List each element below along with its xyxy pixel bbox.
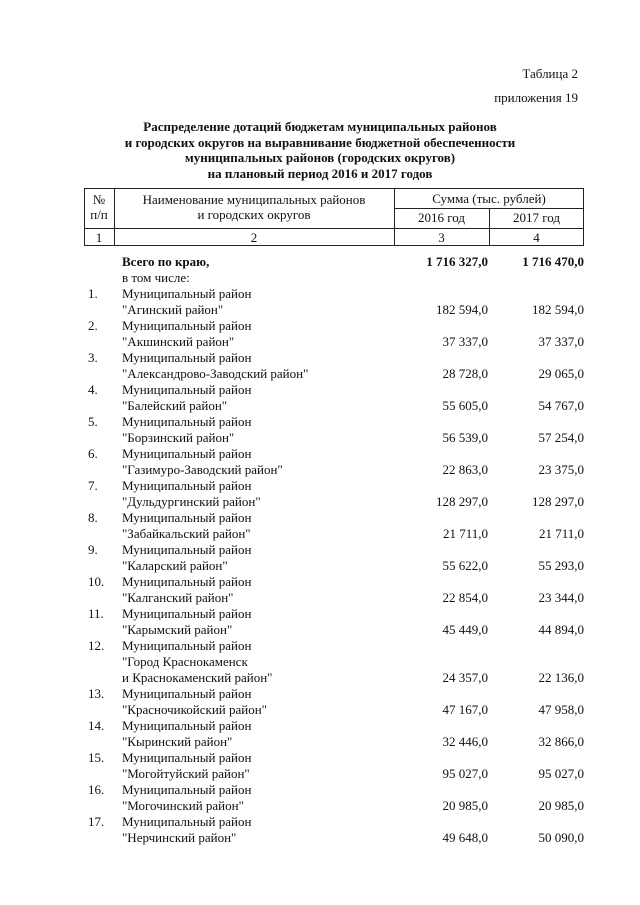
row-number: 16. [88, 782, 105, 797]
district-name-line: Муниципальный район [122, 686, 252, 701]
col-sum-header: Сумма (тыс. рублей) [432, 191, 546, 206]
col-2016-header: 2016 год [418, 210, 465, 225]
district-name-line: "Могойтуйский район" [122, 766, 250, 781]
col-no-line1: № [92, 192, 106, 207]
value-2016: 32 446,0 [442, 734, 488, 749]
district-name-line: Муниципальный район [122, 750, 252, 765]
value-2016: 22 863,0 [442, 462, 488, 477]
district-name-line: Муниципальный район [122, 414, 252, 429]
appendix-label: приложения 19 [494, 90, 578, 105]
value-2017: 95 027,0 [538, 766, 584, 781]
district-name-line: Муниципальный район [122, 350, 252, 365]
row-number: 13. [88, 686, 105, 701]
district-name-line: "Агинский район" [122, 302, 224, 317]
row-number: 14. [88, 718, 105, 733]
row-number: 12. [88, 638, 105, 653]
district-name-line: "Забайкальский район" [122, 526, 251, 541]
district-name [122, 782, 251, 814]
title-line: и городских округов на выравнивание бюджетной обеспеченности [124, 134, 516, 150]
row-number: 7. [88, 478, 98, 493]
district-name [122, 574, 251, 606]
table-row [84, 686, 584, 718]
total-label: Всего по краю, [122, 254, 210, 269]
district-name-line: Муниципальный район [122, 718, 252, 733]
value-2016: 47 167,0 [442, 702, 488, 717]
value-2016: 28 728,0 [442, 366, 488, 381]
table-row [84, 718, 584, 750]
district-name-line: "Александрово-Заводский район" [122, 366, 309, 381]
total-2016: 1 716 327,0 [426, 254, 488, 269]
district-name-line: Муниципальный район [122, 814, 252, 829]
title-line: муниципальных районов (городских округов) [184, 150, 456, 165]
row-number: 9. [88, 542, 98, 557]
value-2016: 182 594,0 [436, 302, 488, 317]
district-name-line: и Краснокаменский район" [122, 670, 273, 685]
district-name [122, 510, 251, 542]
row-number: 15. [88, 750, 105, 765]
value-2017: 54 767,0 [538, 398, 584, 413]
document-title [80, 119, 560, 181]
title-line: на плановый период 2016 и 2017 годов [207, 165, 433, 181]
table-row [84, 574, 584, 606]
including-label: в том числе: [122, 270, 190, 285]
district-name [122, 318, 251, 350]
district-name-line: "Калганский район" [122, 590, 234, 605]
value-2017: 182 594,0 [532, 302, 584, 317]
district-name-line: "Карымский район" [122, 622, 233, 637]
district-name [122, 606, 251, 638]
value-2016: 21 711,0 [442, 526, 488, 541]
col-no-header [84, 192, 114, 222]
table-row [84, 510, 584, 542]
value-2016: 24 357,0 [442, 670, 488, 685]
value-2016: 20 985,0 [442, 798, 488, 813]
value-2017: 50 090,0 [538, 830, 584, 845]
table-row [84, 782, 584, 814]
row-number: 11. [88, 606, 104, 621]
row-number: 8. [88, 510, 98, 525]
row-number: 10. [88, 574, 105, 589]
col-2017-header: 2017 год [513, 210, 560, 225]
district-name [122, 478, 261, 510]
value-2017: 47 958,0 [538, 702, 584, 717]
district-name [122, 750, 251, 782]
table-row [84, 638, 584, 686]
district-name-line: Муниципальный район [122, 382, 252, 397]
district-name-line: "Кыринский район" [122, 734, 233, 749]
district-name-line: Муниципальный район [122, 478, 252, 493]
col-index-4: 4 [533, 230, 540, 245]
row-number: 2. [88, 318, 98, 333]
col-index-1: 1 [95, 230, 103, 245]
value-2017: 32 866,0 [538, 734, 584, 749]
value-2016: 37 337,0 [442, 334, 488, 349]
district-name-line: Муниципальный район [122, 782, 252, 797]
district-name-line: "Город Краснокаменск [122, 654, 248, 669]
district-name-line: Муниципальный район [122, 286, 252, 301]
col-name-line2: и городских округов [197, 207, 311, 222]
value-2017: 128 297,0 [532, 494, 584, 509]
row-number: 3. [88, 350, 98, 365]
table-row [84, 478, 584, 510]
district-name-line: Муниципальный район [122, 638, 252, 653]
table-header [84, 188, 584, 246]
table-row [84, 350, 584, 382]
value-2017: 44 894,0 [538, 622, 584, 637]
header-rule-top [84, 188, 584, 189]
value-2017: 21 711,0 [538, 526, 584, 541]
table-body [84, 254, 584, 846]
value-2017: 29 065,0 [538, 366, 584, 381]
district-name-line: Муниципальный район [122, 574, 252, 589]
value-2017: 37 337,0 [538, 334, 584, 349]
value-2016: 95 027,0 [442, 766, 488, 781]
table-row [84, 318, 584, 350]
district-name [122, 718, 251, 750]
col-index-2: 2 [250, 230, 258, 245]
district-name-line: "Нерчинский район" [122, 830, 237, 845]
col-name-header [114, 192, 394, 222]
table-row [84, 542, 584, 574]
value-2016: 128 297,0 [436, 494, 488, 509]
col-no-line2: п/п [90, 207, 108, 222]
table-row [84, 286, 584, 318]
district-name-line: "Красночикойский район" [122, 702, 267, 717]
value-2016: 55 605,0 [442, 398, 488, 413]
total-2017: 1 716 470,0 [522, 254, 584, 269]
total-row [84, 254, 584, 270]
header-rule-middle [84, 228, 584, 229]
value-2016: 45 449,0 [442, 622, 488, 637]
value-2017: 23 375,0 [538, 462, 584, 477]
row-number: 4. [88, 382, 98, 397]
row-number: 1. [88, 286, 98, 301]
district-name-line: "Балейский район" [122, 398, 228, 413]
district-name [122, 446, 283, 478]
row-number: 17. [88, 814, 105, 829]
table-row [84, 414, 584, 446]
district-name [122, 382, 251, 414]
district-rows [84, 286, 584, 846]
table-row [84, 814, 584, 846]
district-name [122, 686, 267, 718]
value-2016: 56 539,0 [442, 430, 488, 445]
district-name-line: Муниципальный район [122, 318, 252, 333]
value-2016: 55 622,0 [442, 558, 488, 573]
row-number: 6. [88, 446, 98, 461]
row-number: 5. [88, 414, 98, 429]
table-row [84, 446, 584, 478]
district-name-line: "Каларский район" [122, 558, 228, 573]
district-name [122, 414, 251, 446]
table-row [84, 606, 584, 638]
district-name-line: "Газимуро-Заводский район" [122, 462, 283, 477]
district-name-line: "Могочинский район" [122, 798, 244, 813]
district-name-line: Муниципальный район [122, 542, 252, 557]
col-index-3: 3 [438, 230, 445, 245]
district-name-line: "Борзинский район" [122, 430, 235, 445]
district-name-line: Муниципальный район [122, 446, 252, 461]
value-2017: 55 293,0 [538, 558, 584, 573]
district-name [122, 814, 251, 846]
district-name-line: "Акшинский район" [122, 334, 235, 349]
district-name-line: "Дульдургинский район" [122, 494, 261, 509]
district-name [122, 542, 251, 574]
district-name-line: Муниципальный район [122, 606, 252, 621]
value-2017: 57 254,0 [538, 430, 584, 445]
district-name [122, 350, 308, 382]
title-line: Распределение дотаций бюджетам муниципальных районов [143, 119, 497, 134]
including-row [84, 270, 584, 286]
value-2017: 23 344,0 [538, 590, 584, 605]
header-rule-bottom [84, 245, 584, 246]
value-2017: 22 136,0 [538, 670, 584, 685]
value-2017: 20 985,0 [538, 798, 584, 813]
district-name-line: Муниципальный район [122, 510, 252, 525]
table-row [84, 750, 584, 782]
col-name-line1: Наименование муниципальных районов [142, 192, 366, 207]
value-2016: 49 648,0 [442, 830, 488, 845]
district-name [122, 286, 251, 318]
district-name [122, 638, 272, 686]
value-2016: 22 854,0 [442, 590, 488, 605]
table-number-label: Таблица 2 [522, 66, 578, 81]
table-row [84, 382, 584, 414]
